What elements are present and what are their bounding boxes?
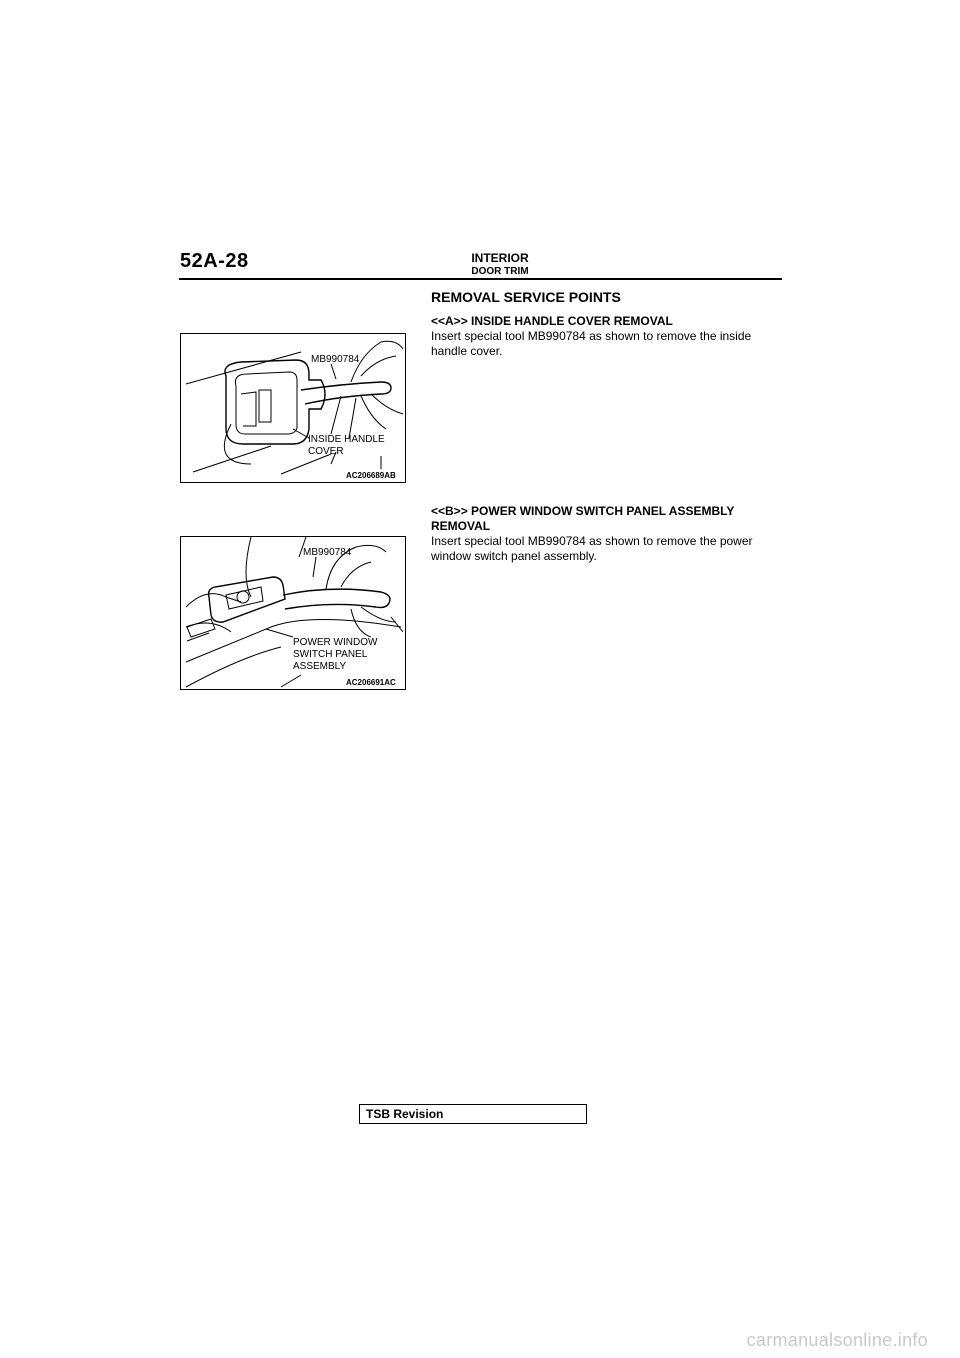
step-b-body: Insert special tool MB990784 as shown to remove the power window switch panel assembly.	[431, 534, 753, 563]
figure-b-tool-label: MB990784	[303, 547, 352, 558]
section-title: INTERIOR	[471, 251, 529, 265]
step-a-title: <<A>> INSIDE HANDLE COVER REMOVAL	[431, 314, 673, 328]
header-rule	[179, 278, 782, 280]
tsb-revision-box	[359, 1104, 587, 1124]
figure-illustration	[181, 334, 405, 482]
section-subtitle: DOOR TRIM	[471, 266, 529, 277]
figure-a-code: AC206689AB	[346, 471, 396, 480]
step-a-body: Insert special tool MB990784 as shown to remove the inside handle cover.	[431, 329, 752, 358]
figure-a-tool-label: MB990784	[311, 354, 360, 365]
page-heading: REMOVAL SERVICE POINTS	[431, 289, 621, 305]
figure-illustration	[181, 537, 405, 689]
tsb-revision-label: TSB Revision	[366, 1107, 444, 1121]
figure-a-part-label-1: INSIDE HANDLE	[308, 434, 385, 445]
watermark: carmanualsonline.info	[746, 1330, 928, 1350]
page-number: 52A-28	[180, 250, 249, 272]
figure-b-part-label-1: POWER WINDOW	[293, 637, 378, 648]
figure-power-window-switch-panel	[180, 536, 406, 690]
figure-b-part-label-2: SWITCH PANEL	[293, 649, 368, 660]
figure-inside-handle-cover	[180, 333, 406, 483]
figure-a-part-label-2: COVER	[308, 446, 344, 457]
figure-b-part-label-3: ASSEMBLY	[293, 661, 347, 672]
figure-b-code: AC206691AC	[346, 678, 396, 687]
step-b-title: <<B>> POWER WINDOW SWITCH PANEL ASSEMBLY REMOVAL	[431, 504, 735, 533]
